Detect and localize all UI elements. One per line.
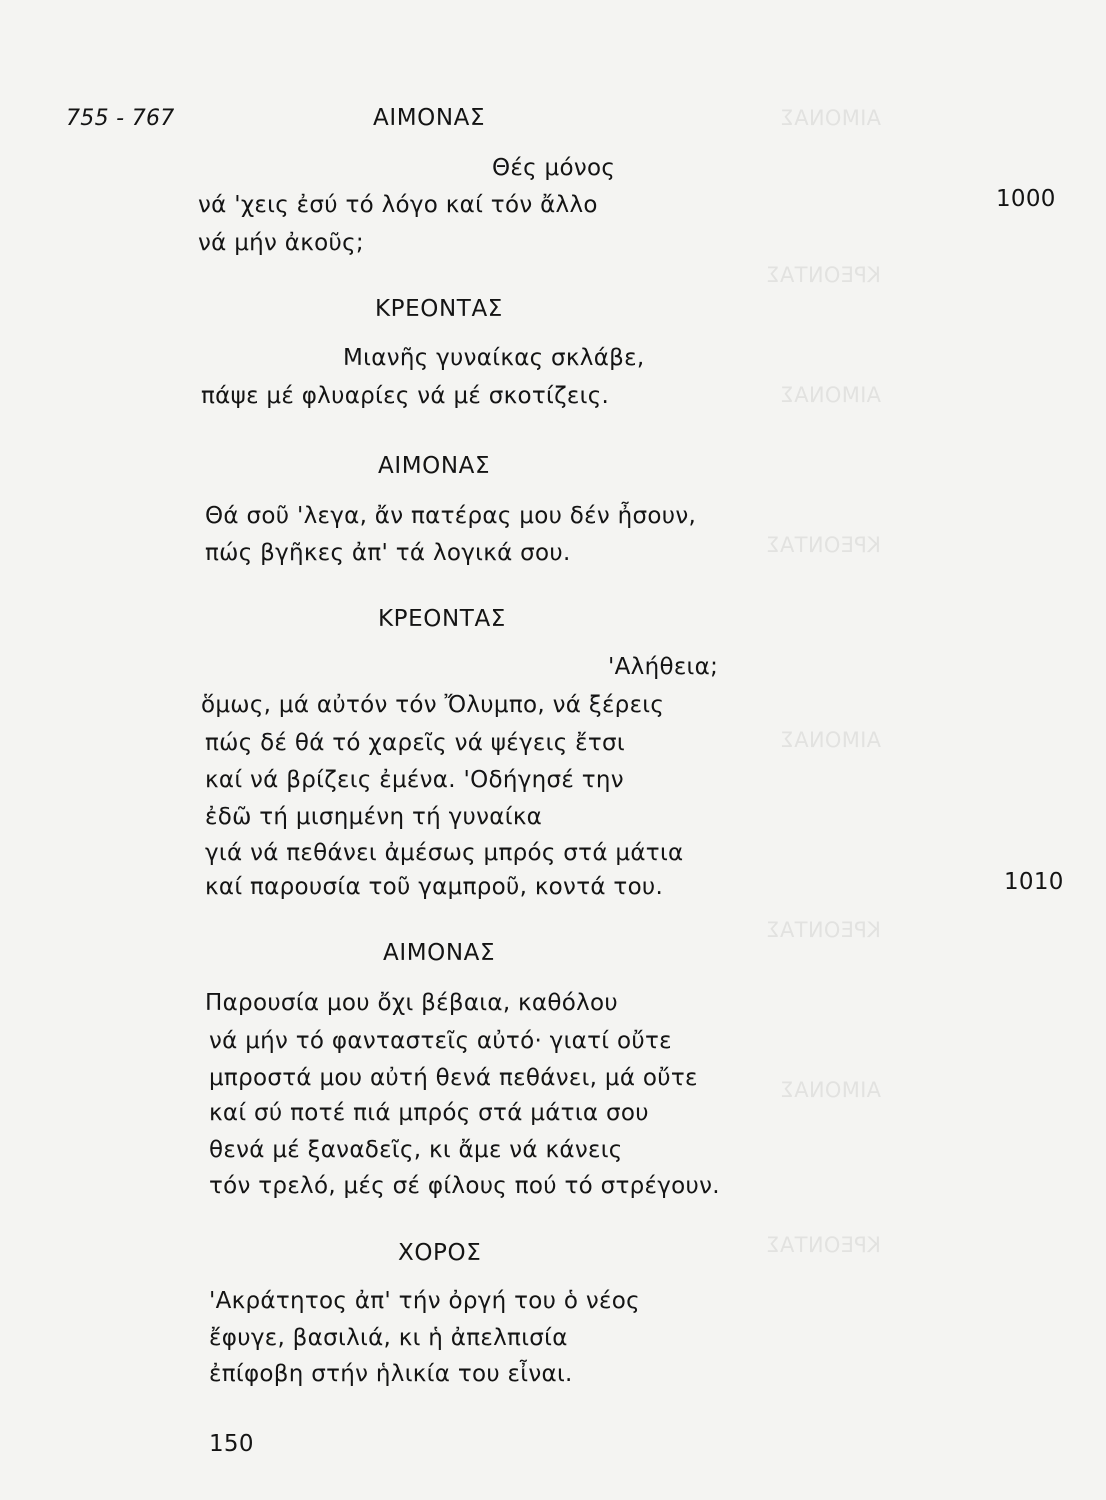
verse-line: νά μήν ἀκοῦς;	[198, 230, 364, 256]
verse-line: Θές μόνος	[492, 155, 616, 181]
verse-line: Θά σοῦ 'λεγα, ἄν πατέρας μου δέν ἦσουν,	[205, 503, 697, 529]
verse-line: Παρουσία μου ὄχι βέβαια, καθόλου	[205, 990, 619, 1016]
speaker-name: ΑΙΜΟΝΑΣ	[383, 940, 496, 966]
verse-line: καί παρουσία τοῦ γαμπροῦ, κοντά του.	[205, 874, 664, 900]
verse-line: ὅμως, μά αὐτόν τόν Ὄλυμπο, νά ξέρεις	[201, 692, 665, 718]
verse-line: νά μήν τό φανταστεῖς αὐτό· γιατί οὔτε	[209, 1028, 672, 1054]
verse-line: 'Ακράτητος ἀπ' τήν ὀργή του ὁ νέος	[209, 1288, 640, 1314]
line-number: 1000	[996, 186, 1056, 212]
line-number: 1010	[1004, 869, 1064, 895]
verse-line: ἔφυγε, βασιλιά, κι ἡ ἀπελπισία	[209, 1325, 568, 1351]
bleed-through-text: ΑΙΜΟΝΑΣ ΚΡΕΟΝΤΑΣ ΑΙΜΟΝΑΣ ΚΡΕΟΝΤΑΣ ΑΙΜΟΝΑΣ ΚΡΕΟΝΤΑΣ ΑΙΜΟΝΑΣ ΚΡΕΟΝΤΑΣ	[766, 106, 881, 1257]
verse-line: τόν τρελό, μές σέ φίλους πού τό στρέγουν.	[209, 1173, 720, 1199]
verse-line: πώς βγῆκες ἀπ' τά λογικά σου.	[205, 540, 571, 566]
verse-line: 'Αλήθεια;	[608, 654, 719, 680]
verse-line: γιά νά πεθάνει ἀμέσως μπρός στά μάτια	[205, 840, 684, 866]
page-number: 150	[209, 1431, 254, 1457]
speaker-name: ΑΙΜΟΝΑΣ	[373, 105, 486, 131]
speaker-name: ΧΟΡΟΣ	[398, 1240, 482, 1266]
verse-line: νά 'χεις ἐσύ τό λόγο καί τόν ἄλλο	[198, 192, 598, 218]
verse-line: Μιανῆς γυναίκας σκλάβε,	[343, 345, 645, 371]
verse-line: θενά μέ ξαναδεῖς, κι ἄμε νά κάνεις	[209, 1137, 623, 1163]
verse-line: καί σύ ποτέ πιά μπρός στά μάτια σου	[209, 1100, 649, 1126]
verse-line: ἐπίφοβη στήν ἡλικία του εἶναι.	[209, 1361, 573, 1387]
verse-line: πώς δέ θά τό χαρεῖς νά ψέγεις ἔτσι	[205, 730, 625, 756]
verse-line: καί νά βρίζεις ἐμένα. 'Οδήγησέ την	[205, 767, 624, 793]
verse-line: πάψε μέ φλυαρίες νά μέ σκοτίζεις.	[201, 383, 610, 409]
speaker-name: ΚΡΕΟΝΤΑΣ	[378, 606, 506, 632]
speaker-name: ΑΙΜΟΝΑΣ	[378, 453, 491, 479]
verse-line: ἐδῶ τή μισημένη τή γυναίκα	[205, 804, 543, 830]
verse-line: μπροστά μου αὐτή θενά πεθάνει, μά οὔτε	[209, 1065, 698, 1091]
line-reference: 755 - 767	[66, 106, 175, 131]
speaker-name: ΚΡΕΟΝΤΑΣ	[375, 296, 503, 322]
